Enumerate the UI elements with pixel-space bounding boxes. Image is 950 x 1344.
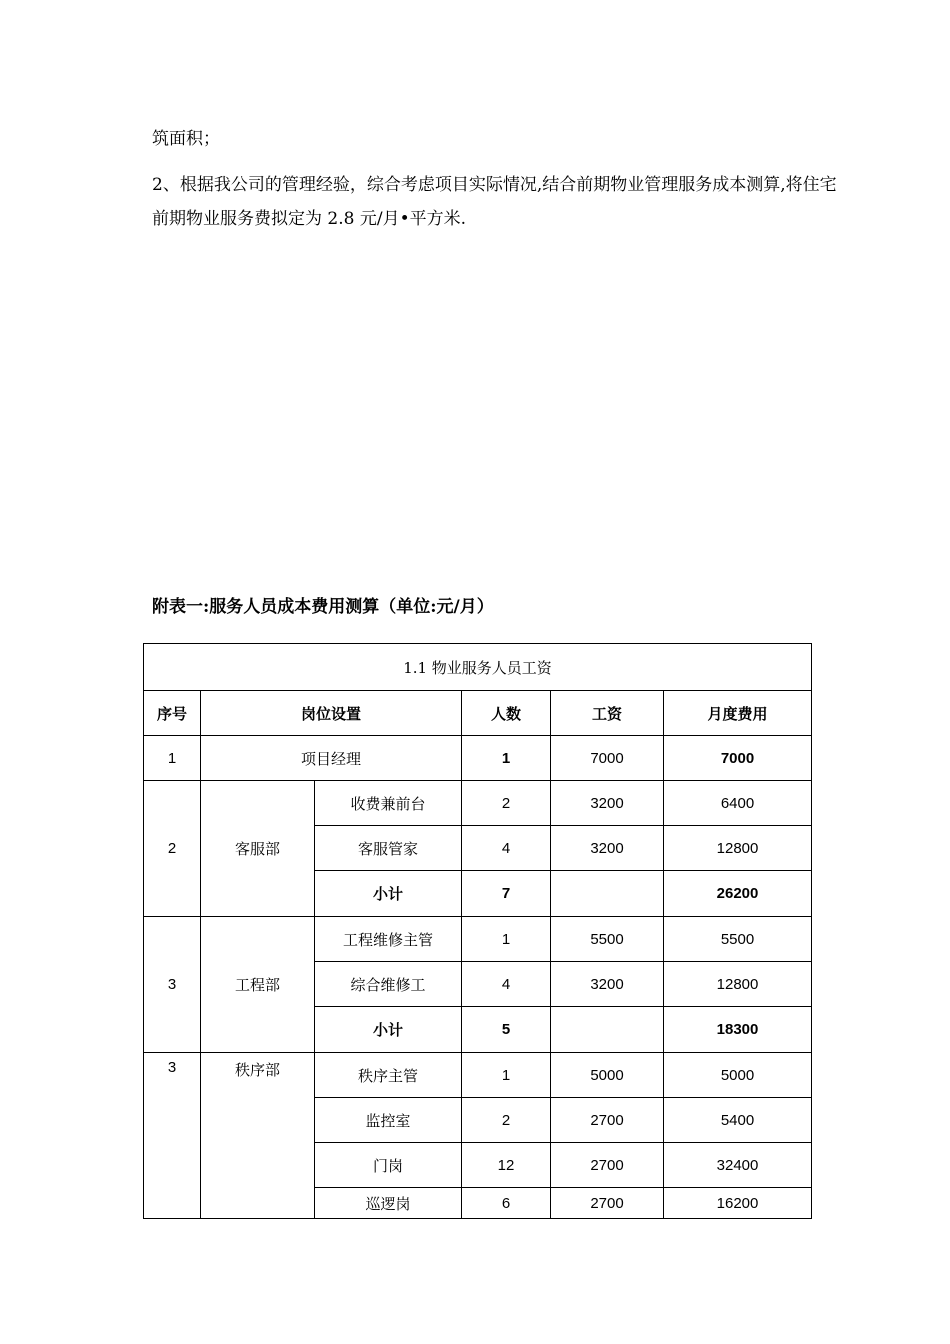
cell-monthly: 5400 — [664, 1098, 812, 1143]
header-seq: 序号 — [144, 691, 201, 736]
cell-count: 1 — [462, 917, 551, 962]
cell-count: 2 — [462, 781, 551, 826]
table-caption: 附表一:服务人员成本费用测算（单位:元/月） — [152, 597, 494, 617]
cell-position: 客服管家 — [315, 826, 462, 871]
cell-position: 综合维修工 — [315, 962, 462, 1007]
cell-seq: 3 — [144, 1053, 201, 1219]
staff-cost-table — [143, 643, 812, 1219]
cell-salary-empty — [551, 871, 664, 917]
cell-seq: 3 — [144, 917, 201, 1053]
table-row — [144, 781, 812, 826]
cell-dept: 秩序部 — [201, 1053, 315, 1219]
cell-salary: 3200 — [551, 826, 664, 871]
subtotal-count: 7 — [462, 871, 551, 917]
cell-monthly: 12800 — [664, 962, 812, 1007]
subtotal-label: 小计 — [315, 871, 462, 917]
cell-salary: 5000 — [551, 1053, 664, 1098]
cell-seq: 2 — [144, 781, 201, 917]
cell-position: 监控室 — [315, 1098, 462, 1143]
cell-monthly: 5000 — [664, 1053, 812, 1098]
table-row — [144, 917, 812, 962]
subtotal-monthly: 26200 — [664, 871, 812, 917]
table-row — [144, 1053, 812, 1098]
cell-salary: 2700 — [551, 1188, 664, 1219]
cell-monthly: 12800 — [664, 826, 812, 871]
cell-dept: 工程部 — [201, 917, 315, 1053]
cell-salary-empty — [551, 1007, 664, 1053]
table-row — [144, 736, 812, 781]
cell-salary: 2700 — [551, 1143, 664, 1188]
cell-count: 1 — [462, 1053, 551, 1098]
cell-position: 门岗 — [315, 1143, 462, 1188]
subtotal-label: 小计 — [315, 1007, 462, 1053]
cell-dept: 客服部 — [201, 781, 315, 917]
paragraph-2: 2、根据我公司的管理经验，综合考虑项目实际情况,结合前期物业管理服务成本测算,将住宅前期物业服务费拟定为 2.8 元/月•平方米. — [152, 175, 837, 229]
header-count: 人数 — [462, 691, 551, 736]
cell-position: 工程维修主管 — [315, 917, 462, 962]
cell-monthly: 7000 — [664, 736, 812, 781]
subtotal-count: 5 — [462, 1007, 551, 1053]
header-position: 岗位设置 — [201, 691, 462, 736]
cell-seq: 1 — [144, 736, 201, 781]
header-salary: 工资 — [551, 691, 664, 736]
cell-count: 4 — [462, 826, 551, 871]
header-monthly: 月度费用 — [664, 691, 812, 736]
cell-monthly: 6400 — [664, 781, 812, 826]
cell-count: 4 — [462, 962, 551, 1007]
cell-salary: 3200 — [551, 781, 664, 826]
table-header-row — [144, 691, 812, 736]
cell-monthly: 5500 — [664, 917, 812, 962]
cell-count: 2 — [462, 1098, 551, 1143]
cell-position: 巡逻岗 — [315, 1188, 462, 1219]
cell-salary: 7000 — [551, 736, 664, 781]
paragraph-1: 筑面积； — [152, 129, 220, 149]
cell-position: 收费兼前台 — [315, 781, 462, 826]
cell-salary: 2700 — [551, 1098, 664, 1143]
cell-count: 12 — [462, 1143, 551, 1188]
cell-monthly: 16200 — [664, 1188, 812, 1219]
cell-salary: 3200 — [551, 962, 664, 1007]
table-title: 1.1 物业服务人员工资 — [144, 644, 812, 691]
cell-salary: 5500 — [551, 917, 664, 962]
subtotal-monthly: 18300 — [664, 1007, 812, 1053]
cell-position: 秩序主管 — [315, 1053, 462, 1098]
cell-count: 6 — [462, 1188, 551, 1219]
cell-count: 1 — [462, 736, 551, 781]
table-title-row — [144, 644, 812, 691]
cell-monthly: 32400 — [664, 1143, 812, 1188]
cell-position: 项目经理 — [201, 736, 462, 781]
